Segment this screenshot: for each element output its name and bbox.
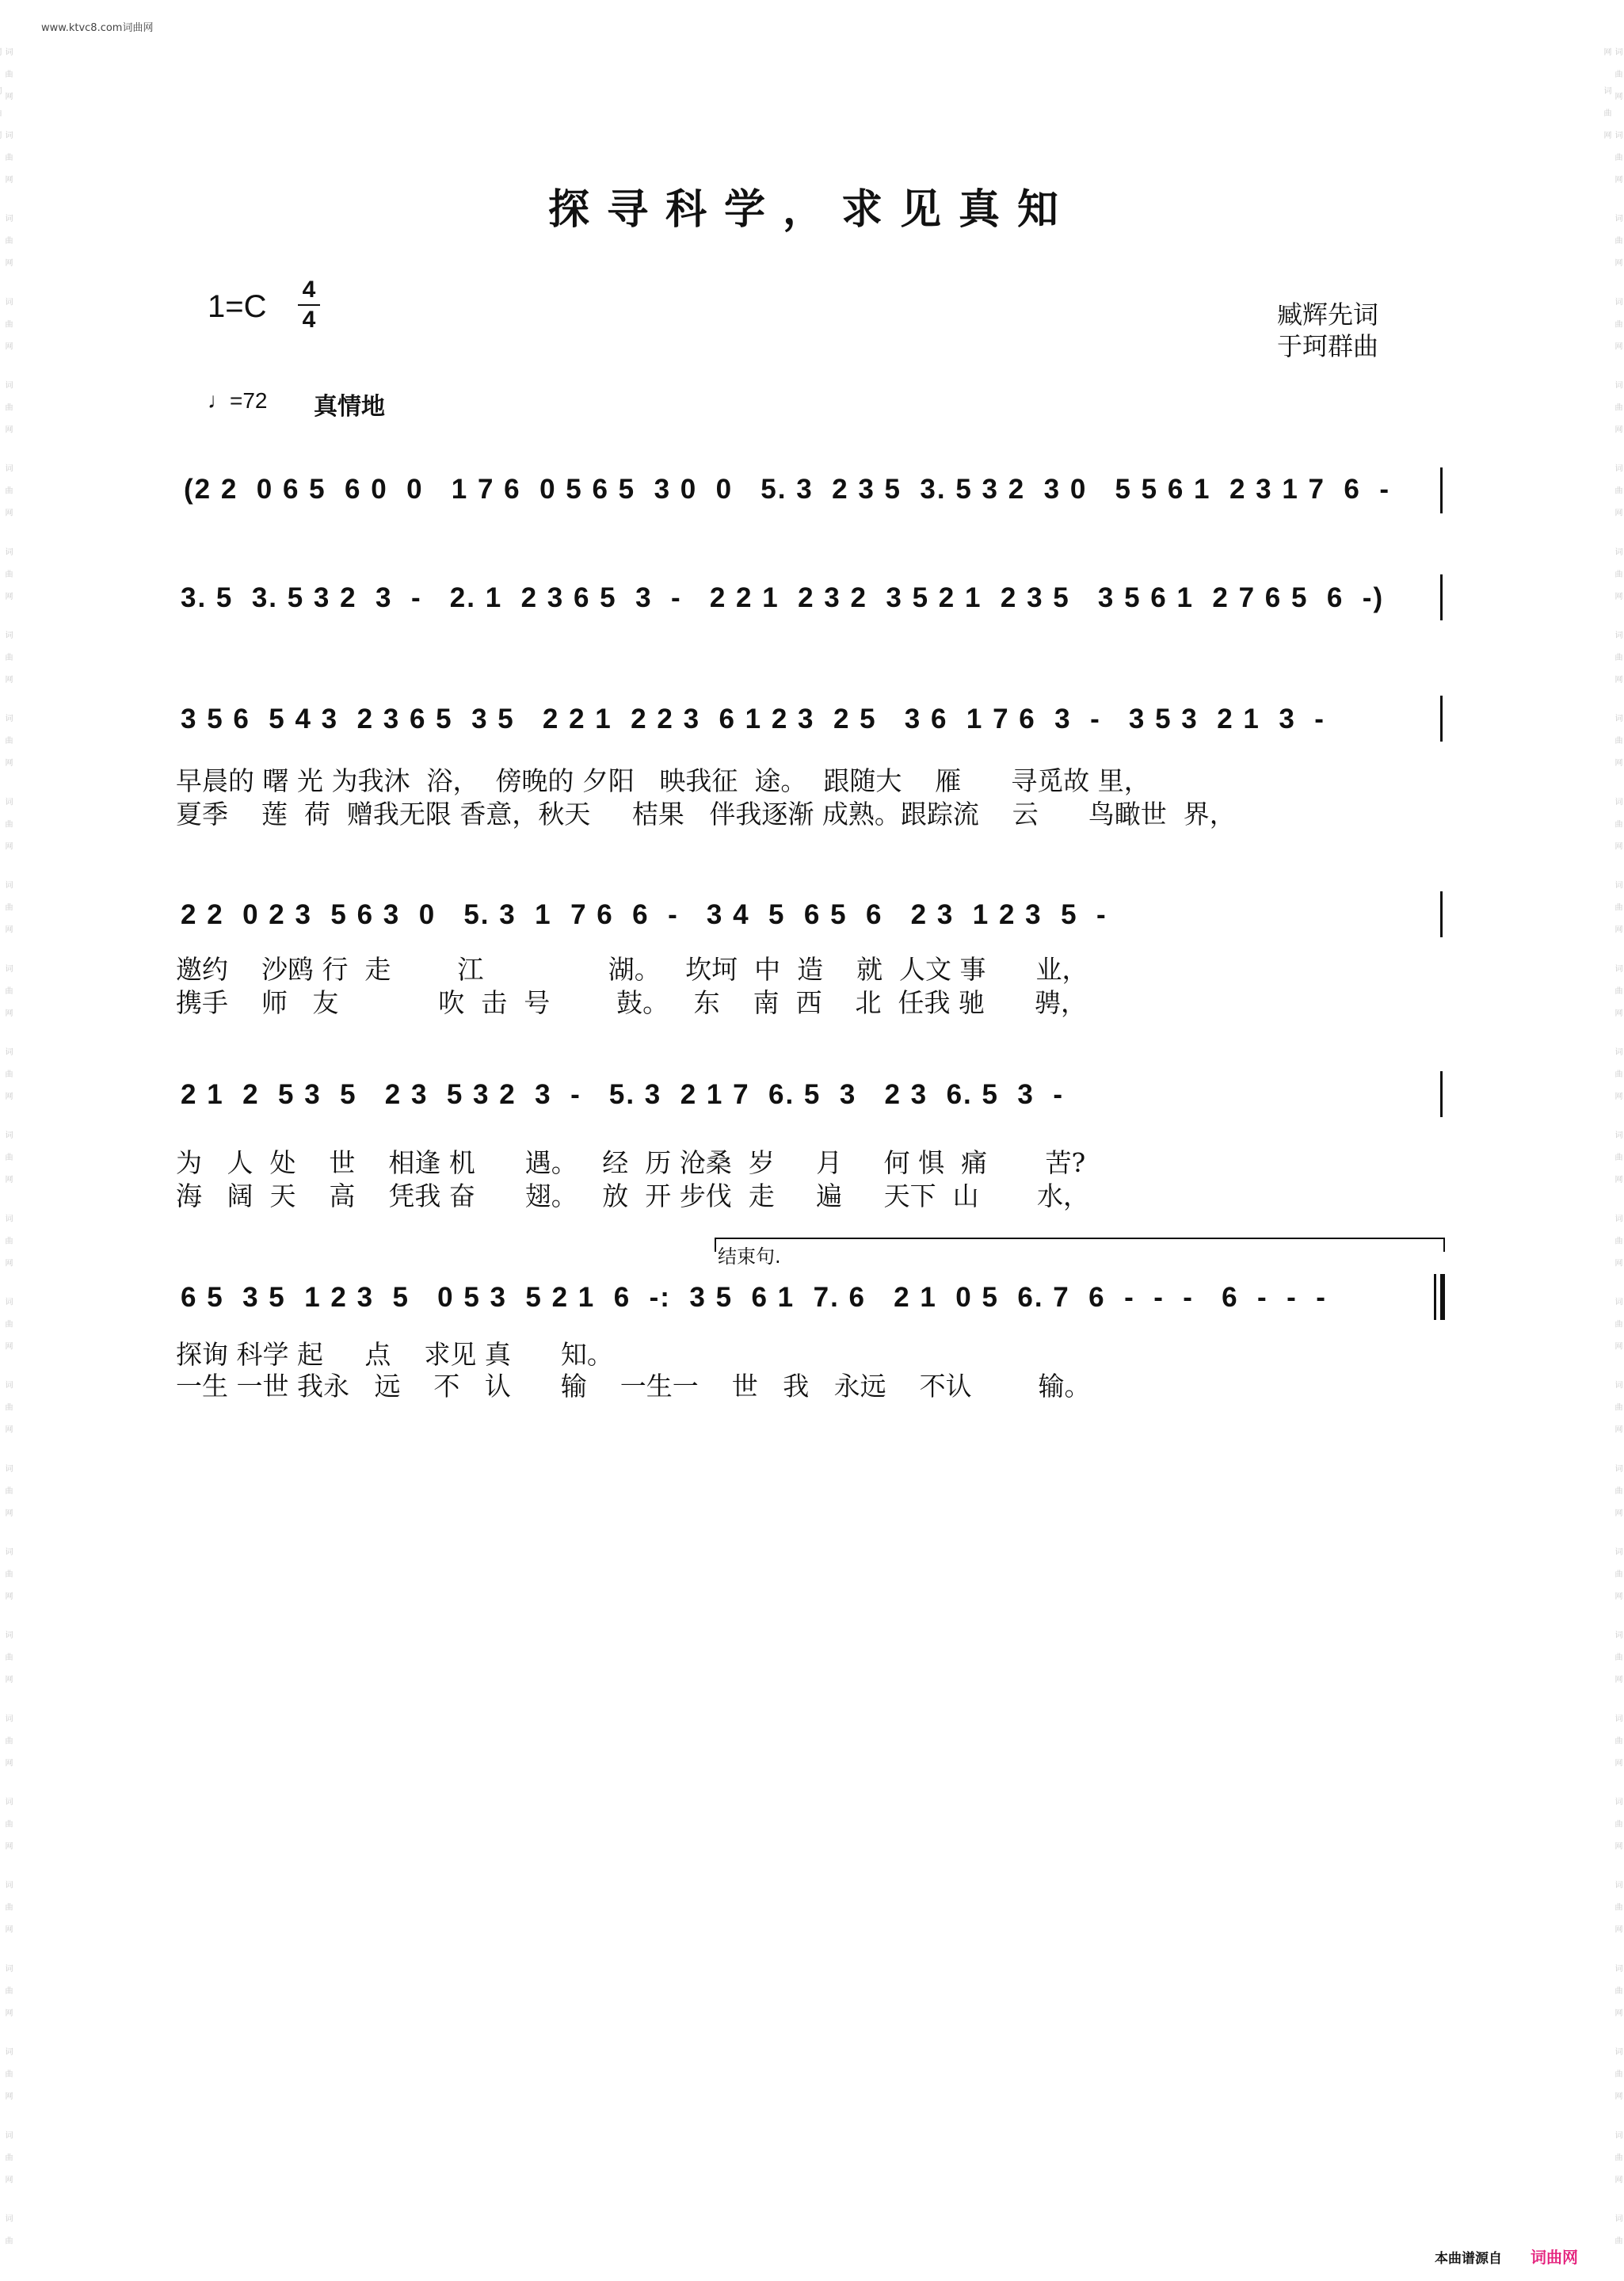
site-watermark: www.ktvc8.com词曲网 — [41, 22, 154, 34]
system-6-lyric-verse-2: 一生 一世 我永 远 不 认 输 一生一 世 我 永远 不认 输。 — [176, 1371, 1091, 1402]
meter-bottom: 4 — [302, 307, 316, 333]
system-2-end-barline — [1440, 574, 1443, 620]
system-6-lyric-verse-1: 探询 科学 起 点 求见 真 知。 — [176, 1339, 613, 1370]
meter-top: 4 — [302, 277, 316, 303]
footer-source-text: 本曲谱源自 — [1435, 2251, 1502, 2267]
lyricist-credit: 臧辉先词 — [1277, 299, 1379, 330]
system-3-lyric-verse-2: 夏季 莲 荷 赠我无限 香意，秋天 桔果 伴我逐渐 成熟。跟踪流 云 鸟瞰世 界， — [176, 799, 1236, 830]
system-6-notes: 6 5 3 5 1 2 3 5 0 5 3 5 2 1 6 -: 3 5 6 1 7. 6 2 1 0 5 6. 7 6 - - - 6 - - - — [181, 1282, 1327, 1313]
meter-bar — [298, 304, 320, 306]
song-title: 探寻科学，求见真知 — [547, 185, 1076, 234]
system-4-lyric-verse-1: 邀约 沙鸥 行 走 江 湖。 坎坷 中 造 就 人文 事 业， — [176, 954, 1088, 985]
composer-credit: 于珂群曲 — [1277, 331, 1379, 361]
final-thick-barline — [1440, 1274, 1445, 1320]
system-4-notes: 2 2 0 2 3 5 6 3 0 5. 3 1 7 6 6 - 3 4 5 6 5 6 2 3 1 2 3 5 - — [181, 899, 1107, 930]
ending-bracket — [715, 1238, 1445, 1252]
system-5-notes: 2 1 2 5 3 5 2 3 5 3 2 3 - 5. 3 2 1 7 6. 5 3 2 3 6. 5 3 - — [181, 1079, 1064, 1110]
system-1-end-barline — [1440, 467, 1443, 513]
system-2-notes: 3. 5 3. 5 3 2 3 - 2. 1 2 3 6 5 3 - 2 2 1 2 3 2 3 5 2 1 2 3 5 3 5 6 1 2 7 6 5 6 -) — [181, 582, 1385, 613]
system-3-end-barline — [1440, 696, 1443, 742]
footer-brand-logo[interactable]: 词曲网 — [1531, 2248, 1578, 2267]
system-1-notes: (2 2 0 6 5 6 0 0 1 7 6 0 5 6 5 3 0 0 5. 3 2 3 5 3. 5 3 2 3 0 5 5 6 1 2 3 1 7 6 - — [184, 474, 1390, 505]
system-5-end-barline — [1440, 1071, 1443, 1117]
expression-marking: 真情地 — [314, 393, 385, 421]
system-5-lyric-verse-1: 为 人 处 世 相逢 机 遇。 经 历 沧桑 岁 月 何 惧 痛 苦? — [176, 1147, 1086, 1178]
system-5-lyric-verse-2: 海 阔 天 高 凭我 奋 翅。 放 开 步伐 走 遍 天下 山 水， — [176, 1181, 1090, 1211]
final-thin-barline — [1434, 1274, 1436, 1320]
side-watermark-left: 词曲网 词曲网 词曲网 词曲网 词曲网 词曲网 词曲网 词曲网 词曲网 词曲网 词曲网 词曲网 词曲网 词曲网 词曲网 词曲网 词曲网 词曲网 词曲网 词曲网 词曲网 词曲网 词曲网 词曲网 词曲网 词曲网 词曲 — [3, 48, 12, 2259]
tempo-marking: ♩=72 — [208, 388, 268, 413]
key-signature: 1=C — [208, 289, 267, 324]
time-signature — [298, 277, 320, 333]
system-4-lyric-verse-2: 携手 师 友 吹 击 号 鼓。 东 南 西 北 任我 驰 骋， — [176, 987, 1087, 1018]
system-3-notes: 3 5 6 5 4 3 2 3 6 5 3 5 2 2 1 2 2 3 6 1 2 3 2 5 3 6 1 7 6 3 - 3 5 3 2 1 3 - — [181, 704, 1325, 734]
ending-label: 结束句. — [718, 1245, 781, 1268]
side-watermark-right: 词曲网 词曲网 词曲网 词曲网 词曲网 词曲网 词曲网 词曲网 词曲网 词曲网 词曲网 词曲网 词曲网 词曲网 词曲网 词曲网 词曲网 词曲网 词曲网 词曲网 词曲网 词曲网 词曲网 词曲网 词曲网 词曲网 词曲网 词曲网 — [1602, 48, 1622, 2259]
system-3-lyric-verse-1: 早晨的 曙 光 为我沐 浴， 傍晚的 夕阳 映我征 途。 跟随大 雁 寻觅故 里， — [176, 765, 1150, 796]
system-4-end-barline — [1440, 891, 1443, 937]
